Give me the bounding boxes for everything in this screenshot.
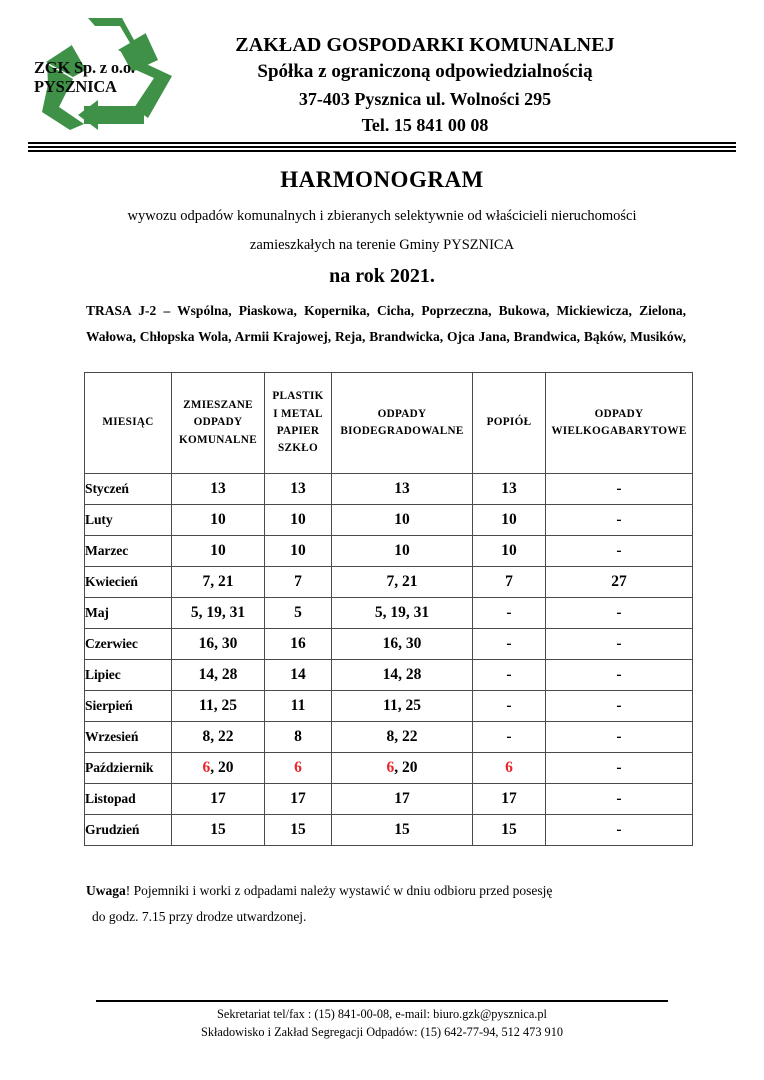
cell-ash: - [473, 629, 546, 660]
table-header-row [85, 373, 693, 474]
cell-mixed-waste: 5, 19, 31 [172, 598, 265, 629]
footer-contact [0, 1006, 764, 1042]
cell-mixed-waste: 7, 21 [172, 567, 265, 598]
column-header-bulky-waste [546, 373, 693, 474]
table-row [85, 753, 693, 784]
document-subtitle-line1: wywozu odpadów komunalnych i zbieranych selektywnie od właścicieli nieruchomości [127, 208, 637, 224]
cell-biodegradable: 10 [332, 505, 473, 536]
table-row [85, 660, 693, 691]
table-row [85, 815, 693, 846]
column-header-month [85, 373, 172, 474]
cell-bulky-waste: - [546, 722, 693, 753]
column-header-plastic-metal-paper-glass [265, 373, 332, 474]
table-row [85, 629, 693, 660]
company-address-block [190, 32, 660, 137]
schedule-table [84, 372, 693, 846]
note-bold-word: Uwaga [86, 883, 126, 898]
header-line: MIESIĄC [102, 416, 154, 429]
cell-biodegradable: 17 [332, 784, 473, 815]
cell-plastic-metal-paper-glass: 7 [265, 567, 332, 598]
cell-bulky-waste: - [546, 536, 693, 567]
schedule-table-container [84, 372, 686, 846]
cell-mixed-waste: 10 [172, 505, 265, 536]
cell-month: Grudzień [85, 815, 172, 846]
note-line2: do godz. 7.15 przy drodze utwardzonej. [92, 909, 307, 925]
cell-bulky-waste: - [546, 474, 693, 505]
cell-ash: 17 [473, 784, 546, 815]
header-line: SZKŁO [277, 442, 319, 455]
cell-ash: 6 [473, 753, 546, 784]
cell-ash: - [473, 691, 546, 722]
letterhead [0, 0, 764, 142]
header-line: ODPADY [193, 416, 243, 429]
cell-mixed-waste: 11, 25 [172, 691, 265, 722]
header-line: KOMUNALNE [179, 433, 257, 446]
cell-plastic-metal-paper-glass: 17 [265, 784, 332, 815]
cell-month: Luty [85, 505, 172, 536]
footer-divider [96, 1000, 668, 1002]
header-divider [28, 142, 736, 153]
cell-mixed-waste: 6, 20 [172, 753, 265, 784]
cell-month: Czerwiec [85, 629, 172, 660]
document-subtitle-line2: zamieszkałych na terenie Gminy PYSZNICA [249, 237, 515, 253]
header-line: PAPIER [276, 425, 320, 437]
cell-ash: 10 [473, 536, 546, 567]
cell-mixed-waste: 8, 22 [172, 722, 265, 753]
cell-biodegradable: 5, 19, 31 [332, 598, 473, 629]
cell-month: Styczeń [85, 474, 172, 505]
cell-plastic-metal-paper-glass: 15 [265, 815, 332, 846]
cell-plastic-metal-paper-glass: 10 [265, 536, 332, 567]
cell-plastic-metal-paper-glass: 16 [265, 629, 332, 660]
cell-bulky-waste: - [546, 784, 693, 815]
page-title: HARMONOGRAM [280, 167, 484, 192]
cell-month: Marzec [85, 536, 172, 567]
header-line: ZMIESZANE [183, 398, 253, 411]
cell-bulky-waste: - [546, 505, 693, 536]
cell-ash: - [473, 660, 546, 691]
note-line1: ! Pojemniki i worki z odpadami należy wystawić w dniu odbioru przed posesję [125, 883, 553, 898]
logo-text-line2: PYSZNICA [34, 77, 117, 96]
table-row [85, 784, 693, 815]
company-address: 37-403 Pysznica ul. Wolności 295 [298, 88, 552, 109]
column-header-biodegradable [332, 373, 473, 474]
cell-ash: - [473, 722, 546, 753]
logo-text-line1: ZGK Sp. z o.o. [34, 58, 135, 77]
table-body [85, 474, 693, 846]
cell-bulky-waste: - [546, 691, 693, 722]
logo-text [34, 58, 184, 96]
cell-plastic-metal-paper-glass: 10 [265, 505, 332, 536]
cell-mixed-waste: 14, 28 [172, 660, 265, 691]
table-row [85, 722, 693, 753]
cell-month: Sierpień [85, 691, 172, 722]
header-line: I METAL [273, 407, 323, 420]
cell-mixed-waste: 10 [172, 536, 265, 567]
cell-month: Lipiec [85, 660, 172, 691]
cell-biodegradable: 6, 20 [332, 753, 473, 784]
cell-plastic-metal-paper-glass: 14 [265, 660, 332, 691]
cell-biodegradable: 14, 28 [332, 660, 473, 691]
document-year: na rok 2021. [329, 265, 435, 287]
cell-plastic-metal-paper-glass: 8 [265, 722, 332, 753]
column-header-mixed-waste [172, 373, 265, 474]
cell-biodegradable: 8, 22 [332, 722, 473, 753]
cell-month: Październik [85, 753, 172, 784]
table-row [85, 567, 693, 598]
cell-bulky-waste: - [546, 629, 693, 660]
cell-mixed-waste: 15 [172, 815, 265, 846]
footer-line2: Składowisko i Zakład Segregacji Odpadów: (15) 642-77-94, 512 473 910 [200, 1024, 563, 1039]
cell-biodegradable: 16, 30 [332, 629, 473, 660]
cell-ash: 13 [473, 474, 546, 505]
cell-bulky-waste: - [546, 815, 693, 846]
header-line: BIODEGRADOWALNE [340, 425, 464, 437]
header-line: ODPADY [594, 407, 644, 420]
company-phone: Tel. 15 841 00 08 [361, 115, 489, 136]
cell-plastic-metal-paper-glass: 5 [265, 598, 332, 629]
cell-plastic-metal-paper-glass: 11 [265, 691, 332, 722]
header-line: PLASTIK [272, 390, 324, 403]
cell-biodegradable: 13 [332, 474, 473, 505]
cell-bulky-waste: 27 [546, 567, 693, 598]
table-row [85, 691, 693, 722]
table-row [85, 536, 693, 567]
important-note [86, 878, 686, 931]
table-header [85, 373, 693, 474]
cell-ash: 10 [473, 505, 546, 536]
cell-ash: - [473, 598, 546, 629]
cell-biodegradable: 15 [332, 815, 473, 846]
cell-plastic-metal-paper-glass: 6 [265, 753, 332, 784]
table-row [85, 505, 693, 536]
cell-bulky-waste: - [546, 753, 693, 784]
company-logo [26, 12, 184, 132]
header-line: WIELKOGABARYTOWE [551, 425, 687, 437]
cell-biodegradable: 10 [332, 536, 473, 567]
cell-biodegradable: 11, 25 [332, 691, 473, 722]
cell-plastic-metal-paper-glass: 13 [265, 474, 332, 505]
cell-ash: 15 [473, 815, 546, 846]
company-name: ZAKŁAD GOSPODARKI KOMUNALNEJ [235, 34, 615, 56]
cell-mixed-waste: 13 [172, 474, 265, 505]
header-line: POPIÓŁ [486, 416, 532, 429]
cell-bulky-waste: - [546, 660, 693, 691]
cell-mixed-waste: 17 [172, 784, 265, 815]
route-description: TRASA J-2 – Wspólna, Piaskowa, Kopernika, Cicha, Poprzeczna, Bukowa, Mickiewicza, Zielona, Wałowa, Chłopska Wola, Armii Krajowej, Reja, Brandwicka, Ojca Jana, Brandwica, Bąków, Musików, [86, 303, 686, 345]
footer-line1: Sekretariat tel/fax : (15) 841-00-08, e-mail: biuro.gzk@pysznica.pl [217, 1007, 547, 1021]
company-legal-form: Spółka z ograniczoną odpowiedzialnością [257, 61, 593, 82]
cell-mixed-waste: 16, 30 [172, 629, 265, 660]
header-line: ODPADY [377, 407, 427, 420]
column-header-ash [473, 373, 546, 474]
cell-ash: 7 [473, 567, 546, 598]
cell-month: Kwiecień [85, 567, 172, 598]
cell-bulky-waste: - [546, 598, 693, 629]
table-row [85, 598, 693, 629]
cell-month: Listopad [85, 784, 172, 815]
cell-month: Wrzesień [85, 722, 172, 753]
cell-biodegradable: 7, 21 [332, 567, 473, 598]
cell-month: Maj [85, 598, 172, 629]
table-row [85, 474, 693, 505]
